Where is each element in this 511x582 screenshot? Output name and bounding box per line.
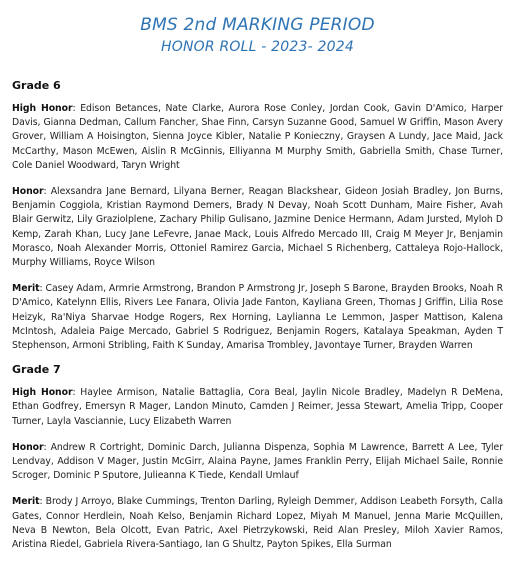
grade-7-honor-label: Honor <box>12 441 44 453</box>
grade-6-honor-label: Honor <box>12 186 44 198</box>
grade-6-high-honor <box>12 102 503 173</box>
grade-6-high-honor-label: High Honor <box>12 103 73 114</box>
grade-6-honor <box>12 185 503 270</box>
grade-7-high-honor-label: High Honor <box>12 387 73 399</box>
grade-6-merit-names: : Casey Adam, Armrie Armstrong, Brandon P Armstrong Jr, Joseph S Barone, Brayden Brooks, Noah R D'Amico, Katelynn Ellis, Rivers Lee Fanara, Olivia Jade Fanton, Kayliana Green, Thomas J Griffin, Lilia Rose Heizyk, Ra'Niya Sharvae Hodge Rogers, Rex Horning, Laylianna Le Lemmon, Jasper Mattison, Kalena McIntosh, Adaleia Paige Mercado, Gabriel S Rodriguez, Benjamin Rogers, Katalaya Speakman, Ayden T Stephenson, Armoni Stribling, Faith K Sunday, Amarisa Trombley, Javontaye Turner, Brayden Warren <box>12 283 503 352</box>
grade-6-honor-names: : Alexsandra Jane Bernard, Lilyana Berner, Reagan Blackshear, Gideon Josiah Bradley, Jon Burns, Benjamin Coggiola, Kristian Raymond Demers, Brady N Devay, Noah Scott Dunham, Maire Fisher, Avah Blair Gerwitz, Lily Graziolplene, Zachary Philip Gulisano, Jazmine Denice Hermann, Adam Jursted, Myloh D Kemp, Zarah Khan, Lucy Jane LeFevre, Janae Mack, Louis Alfredo Mercado III, Craig M Meyer Jr, Benjamin Morasco, Noah Alexander Morris, Ottoniel Ramirez Garcia, Michael S Richenberg, Cattaleya Rojo-Hallock, Murphy Williams, Royce Wilson <box>12 186 503 269</box>
grade-6-heading: Grade 6 <box>12 79 61 92</box>
grade-6-merit-label: Merit <box>12 283 40 295</box>
page-title: BMS 2nd MARKING PERIOD <box>140 15 375 35</box>
grade-7-heading: Grade 7 <box>12 363 61 377</box>
grade-7-merit-names: : Brody J Arroyo, Blake Cummings, Trenton Darling, Ryleigh Demmer, Addison Leabeth Forsyth, Calla Gates, Connor Herdlein, Noah Kelso, Benjamin Richard Lopez, Miyah M Manuel, Jenna Marie McQuillen, Neva B Newton, Bela Olcott, Evan Patric, Axel Pietrzykowski, Reid Alan Presley, Miloh Xavier Ramos, Aristina Riedel, Gabriela Rivera-Santiago, Ian G Shultz, Payton Spikes, Ella Surman <box>12 496 503 551</box>
grade-7-high-honor-names: : Haylee Armison, Natalie Battaglia, Cora Beal, Jaylin Nicole Bradley, Madelyn R DeMena, Ethan Godfrey, Emersyn R Mager, Landon Minuto, Camden J Reimer, Jessa Stewart, Amelia Tripp, Cooper Turner, Layla Vasciannie, Lucy Elizabeth Warren <box>12 387 503 427</box>
grade-6-high-honor-names: : Edison Betances, Nate Clarke, Aurora Rose Conley, Jordan Cook, Gavin D'Amico, Harper Davis, Gianna Dedman, Callum Fancher, Shae Finn, Carsyn Suzanne Good, Samuel W Griffin, Mason Avery Grover, William A Hoisington, Sienna Joyce Kibler, Natalie P Konieczny, Graysen A Lundy, Jace Maid, Jack McCarthy, Mason McEwen, Aislin R McGinnis, Elliyanna M Murphy Smith, Gabriella Smith, Chase Turner, Cole Daniel Woodward, Taryn Wright <box>12 103 503 171</box>
grade-7-honor <box>12 441 503 484</box>
grade-6-merit <box>12 282 503 353</box>
grade-7-honor-names: : Andrew R Cortright, Dominic Darch, Julianna Dispenza, Sophia M Lawrence, Barrett A Lee, Tyler Lendvay, Addison V Mager, Justin McGirr, Alaina Payne, James Franklin Perry, Elijah Michael Saile, Ronnie Scroger, Dominic P Sputore, Julieanna K Tiede, Kendall Umlauf <box>12 441 503 482</box>
grade-7-merit <box>12 495 503 552</box>
grade-7-high-honor <box>12 386 503 429</box>
page-subtitle: HONOR ROLL - 2023- 2024 <box>161 39 354 55</box>
grade-7-merit-label: Merit <box>12 496 40 508</box>
